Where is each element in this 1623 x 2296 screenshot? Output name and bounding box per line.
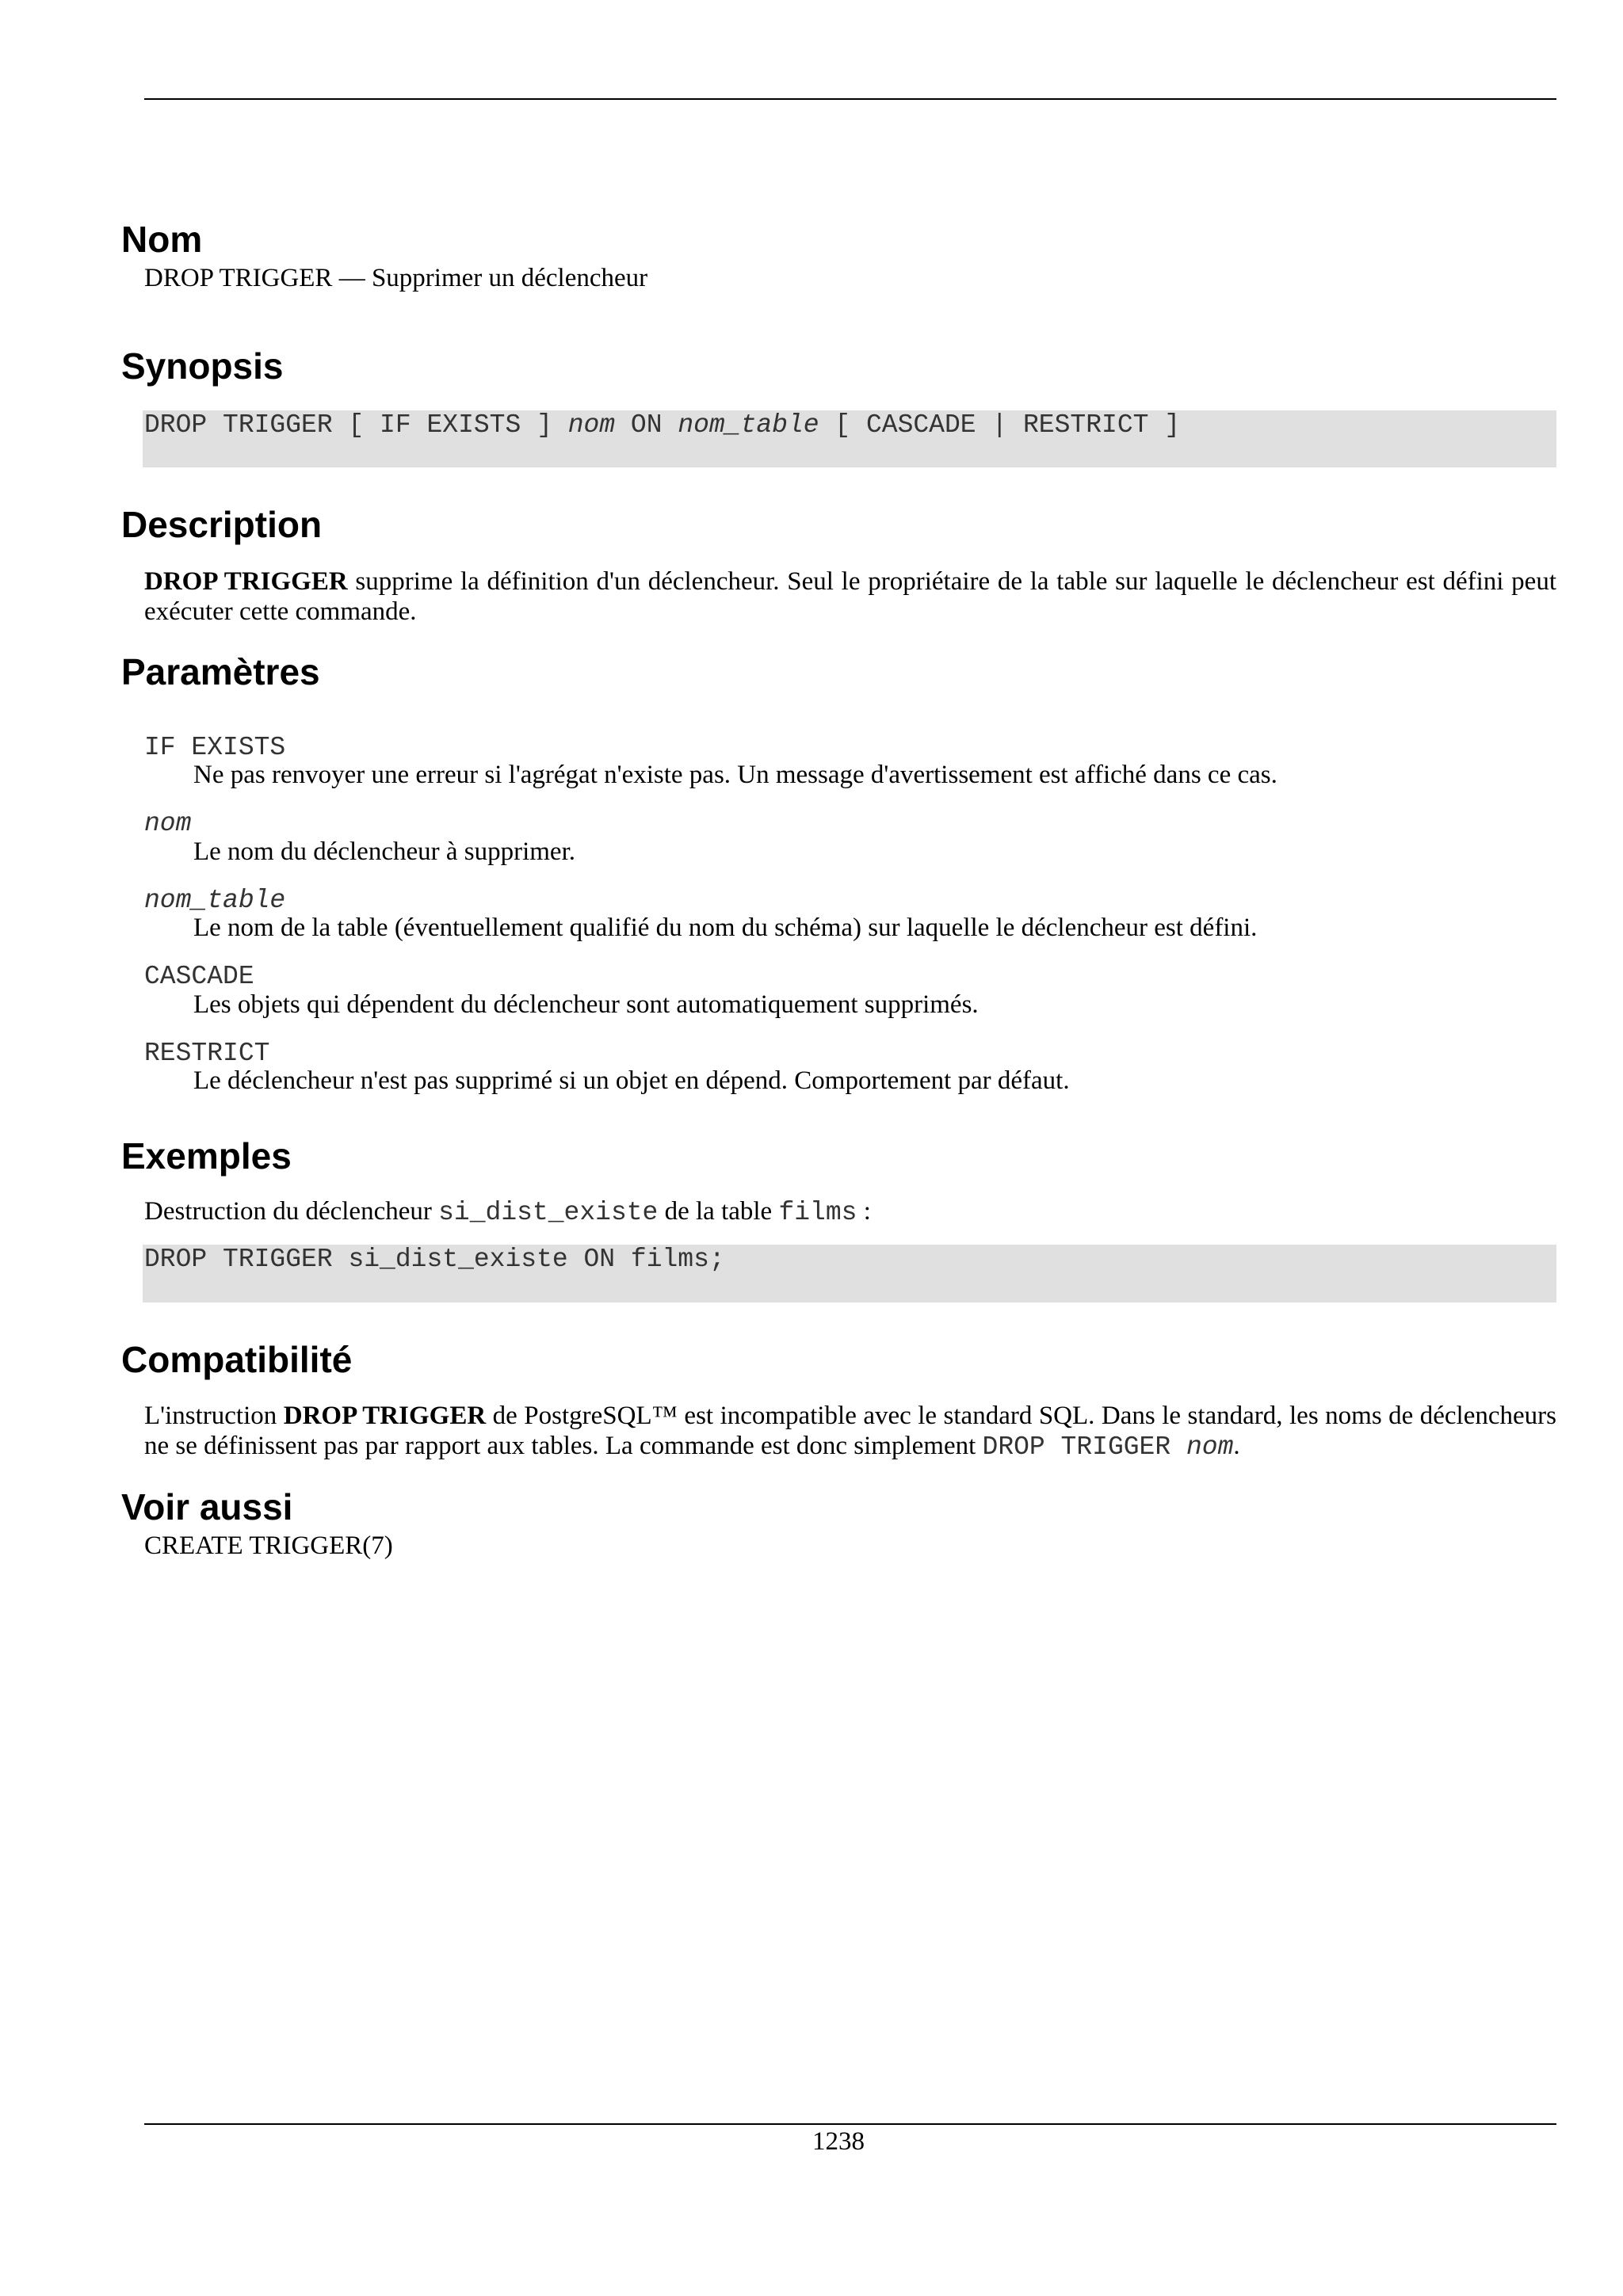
section-heading-parametres: Paramètres [121,651,320,692]
param-desc-if-exists: Ne pas renvoyer une erreur si l'agrégat n'existe pas. Un message d'avertissement est affiché dans ce cas. [193,761,1277,789]
exemples-intro-text: de la table [658,1197,779,1226]
header-rule [144,98,1556,100]
synopsis-code-block [143,410,1556,467]
synopsis-part: ON [615,410,678,440]
synopsis-part: DROP TRIGGER [ IF EXISTS ] [144,410,568,440]
section-heading-compatibilite: Compatibilité [121,1339,353,1380]
inline-code-trigger-name: si_dist_existe [438,1198,659,1227]
synopsis-part: [ CASCADE | RESTRICT ] [819,410,1181,440]
example-code-block: DROP TRIGGER si_dist_existe ON films; [143,1245,1556,1302]
page-number: 1238 [812,2127,865,2156]
compatibilite-body: de PostgreSQL™ est incompatible avec le standard SQL. Dans le standard, les noms de déclencheurs ne se définissent pas par rapport aux tables. La commande est donc simplement [144,1402,1556,1460]
param-desc-nom-table: Le nom de la table (éventuellement qualifié du nom du schéma) sur laquelle le déclencheur est défini. [193,913,1258,942]
inline-code-param: nom [1186,1432,1234,1462]
description-body: supprime la définition d'un déclencheur. Seul le propriétaire de la table sur laquelle le déclencheur est défini peut exécuter cette commande. [144,567,1556,626]
synopsis-param-nom-table: nom_table [678,410,819,440]
section-heading-exemples: Exemples [121,1135,292,1177]
exemples-intro [144,1196,1556,1228]
description-command: DROP TRIGGER [144,567,348,596]
param-term-nom-table: nom_table [144,886,286,915]
synopsis-param-nom: nom [567,410,616,440]
param-term-nom: nom [144,809,192,838]
section-heading-voir-aussi: Voir aussi [121,1486,293,1527]
section-heading-nom: Nom [121,219,203,260]
footer-rule [144,2123,1556,2125]
compatibilite-body: L'instruction [144,1402,284,1430]
inline-code-table-name: films [778,1198,857,1227]
nom-text: DROP TRIGGER — Supprimer un déclencheur [144,264,648,292]
voir-aussi-link[interactable]: CREATE TRIGGER(7) [144,1531,393,1560]
section-heading-synopsis: Synopsis [121,345,284,387]
exemples-intro-text: : [857,1197,871,1226]
compatibilite-text [144,1401,1556,1463]
compatibilite-body: . [1233,1432,1240,1460]
description-text [144,566,1556,627]
compatibilite-command: DROP TRIGGER [283,1402,487,1430]
inline-code-command: DROP TRIGGER [982,1432,1186,1462]
section-heading-description: Description [121,504,323,545]
param-term-cascade: CASCADE [144,962,254,991]
param-desc-restrict: Le déclencheur n'est pas supprimé si un objet en dépend. Comportement par défaut. [193,1066,1070,1095]
exemples-intro-text: Destruction du déclencheur [144,1197,439,1226]
param-desc-nom: Le nom du déclencheur à supprimer. [193,837,575,866]
param-term-if-exists: IF EXISTS [144,733,286,762]
param-term-restrict: RESTRICT [144,1039,270,1068]
param-desc-cascade: Les objets qui dépendent du déclencheur sont automatiquement supprimés. [193,990,979,1019]
